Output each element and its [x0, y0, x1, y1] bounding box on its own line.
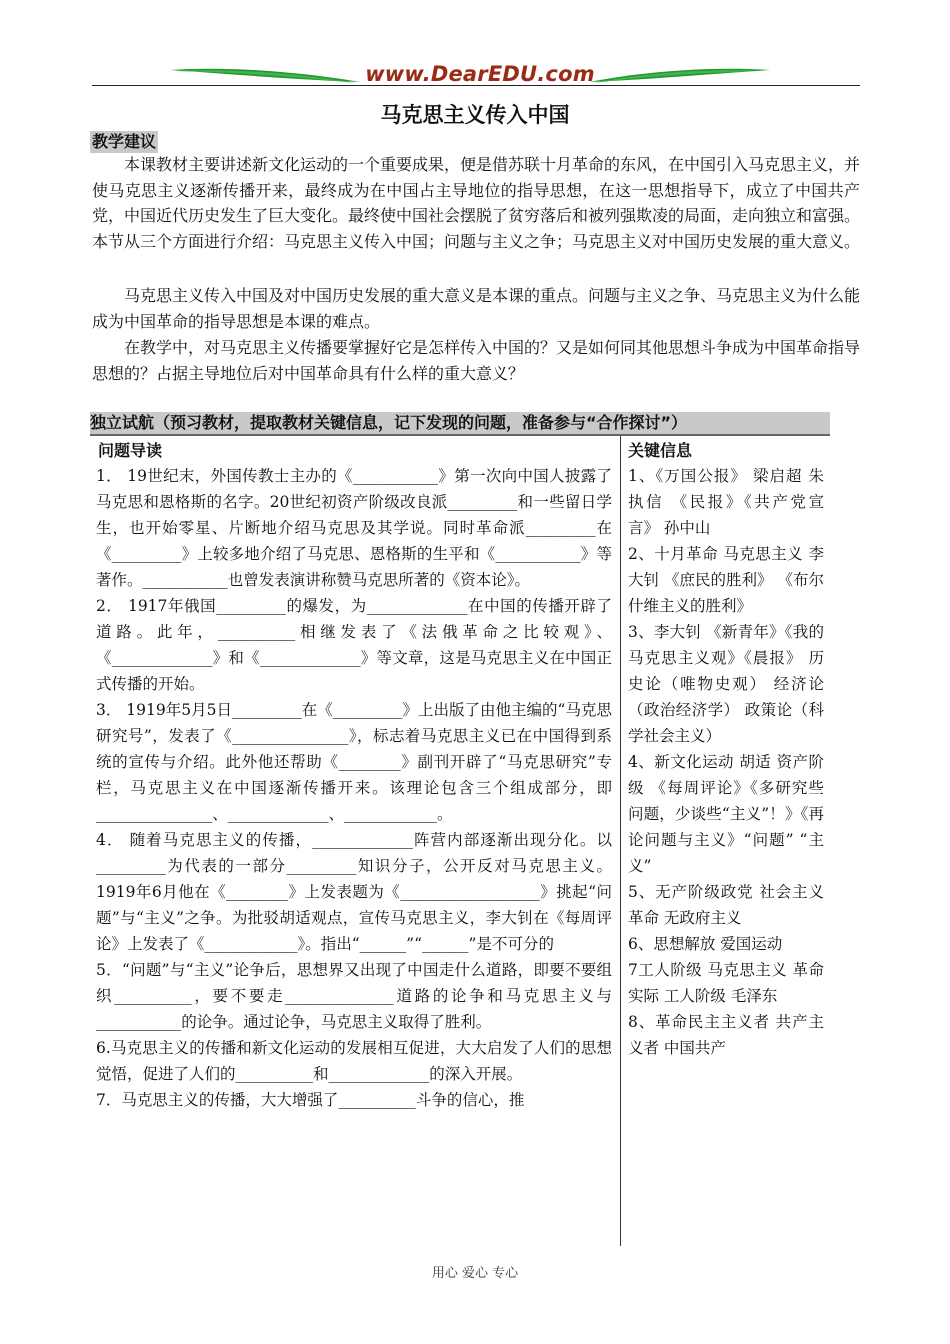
- question-list: [96, 463, 612, 1113]
- header-divider: [92, 85, 860, 86]
- question-item: 4． 随着马克思主义的传播，_____________阵营内部逐渐出现分化。以_________为代表的一部分_________知识分子，公开反对马克思主义。1919年6月他在《________》上发表题为《__________________》挑起“问题”与“主义”之争。为批驳胡适观点，宣传马克思主义，李大钊在《每周评论》上发表了《____________》。指出“______”“______”是不可分的: [96, 831, 612, 953]
- key-info-item: 6、思想解放 爱国运动: [628, 935, 783, 953]
- key-info-item: 1、《万国公报》 梁启超 朱执信 《民报》《共产党宣言》 孙中山: [628, 467, 824, 537]
- teaching-advice-label: 教学建议: [92, 132, 157, 151]
- key-info-item: 3、李大钊 《新青年》《我的马克思主义观》《晨报》 历史论（唯物史观） 经济论（政治经济学） 政策论（科学社会主义）: [628, 623, 824, 745]
- questions-header: 问题导读: [98, 441, 163, 460]
- key-info-header: 关键信息: [628, 441, 693, 460]
- page-footer: 用心 爱心 专心: [431, 1266, 519, 1281]
- question-item: 1． 19世纪末，外国传教士主办的《___________》第一次向中国人披露了马克思和恩格斯的名字。20世纪初资产阶级改良派_________和一些留日学生，也开始零星、片断地介绍马克思及其学说。同时革命派_________在《_________》上较多地介绍了马克思、恩格斯的生平和《___________》等著作。___________也曾发表演讲称赞马克思所著的《资本论》。: [96, 467, 612, 589]
- page-title: 马克思主义传入中国: [380, 103, 570, 127]
- key-info-item: 7工人阶级 马克思主义 革命实际 工人阶级 毛泽东: [628, 961, 824, 1005]
- question-item: 3． 1919年5月5日_________在《_________》上出版了由他主编的“马克思研究号”，发表了《_______________》，标志着马克思主义已在中国得到系统的宣传与介绍。此外他还帮助《________》副刊开辟了“马克思研究”专栏，马克思主义在中国逐渐传播开来。该理论包含三个组成部分，即_______________、_____________、____________。: [96, 701, 612, 823]
- key-info-item: 8、革命民主主义者 共产主义者 中国共产: [628, 1013, 824, 1057]
- logo-text: www.DearEDU.com: [365, 62, 595, 86]
- advice-paragraph-1: 本课教材主要讲述新文化运动的一个重要成果，便是借苏联十月革命的东风，在中国引入马克思主义，并使马克思主义逐渐传播开来，最终成为在中国占主导地位的指导思想，在这一思想指导下，成立了中国共产党，中国近代历史发生了巨大变化。最终使中国社会摆脱了贫穷落后和被列强欺凌的局面，走向独立和富强。本节从三个方面进行介绍：马克思主义传入中国；问题与主义之争；马克思主义对中国历史发展的重大意义。: [92, 155, 861, 252]
- question-item: 6.马克思主义的传播和新文化运动的发展相互促进，大大启发了人们的思想觉悟，促进了人们的__________和_____________的深入开展。: [96, 1039, 612, 1083]
- column-divider: [620, 436, 621, 1246]
- question-item: 2． 1917年俄国_________的爆发，为_____________在中国的传播开辟了道路。此年，__________相继发表了《法俄革命之比较观》、《_____________》和《_____________》等文章，这是马克思主义在中国正式传播的开始。: [96, 597, 612, 693]
- key-info-list: [628, 463, 824, 1061]
- key-info-item: 5、无产阶级政党 社会主义革命 无政府主义: [628, 883, 824, 927]
- question-item: 7．马克思主义的传播，大大增强了__________斗争的信心，推: [96, 1091, 525, 1109]
- advice-paragraph-2: 马克思主义传入中国及对中国历史发展的重大意义是本课的重点。问题与主义之争、马克思主义为什么能成为中国革命的指导思想是本课的难点。: [92, 286, 861, 331]
- key-info-item: 4、新文化运动 胡适 资产阶级 《每周评论》《多研究些问题，少谈些“主义”！》《再论问题与主义》“问题” “主义”: [628, 753, 824, 875]
- advice-paragraph-3: 在教学中，对马克思主义传播要掌握好它是怎样传入中国的？又是如何同其他思想斗争成为中国革命指导思想的？占据主导地位后对中国革命具有什么样的重大意义？: [92, 338, 861, 383]
- exploration-label: 独立试航（预习教材，提取教材关键信息，记下发现的问题，准备参与“合作探讨”）: [90, 412, 830, 436]
- question-item: 5．“问题”与“主义”论争后，思想界又出现了中国走什么道路，即要不要组织__________，要不要走______________道路的论争和马克思主义与___________的论争。通过论争，马克思主义取得了胜利。: [96, 961, 612, 1031]
- site-logo: [170, 62, 770, 92]
- key-info-item: 2、十月革命 马克思主义 李大钊 《庶民的胜利》 《布尔什维主义的胜利》: [628, 545, 824, 615]
